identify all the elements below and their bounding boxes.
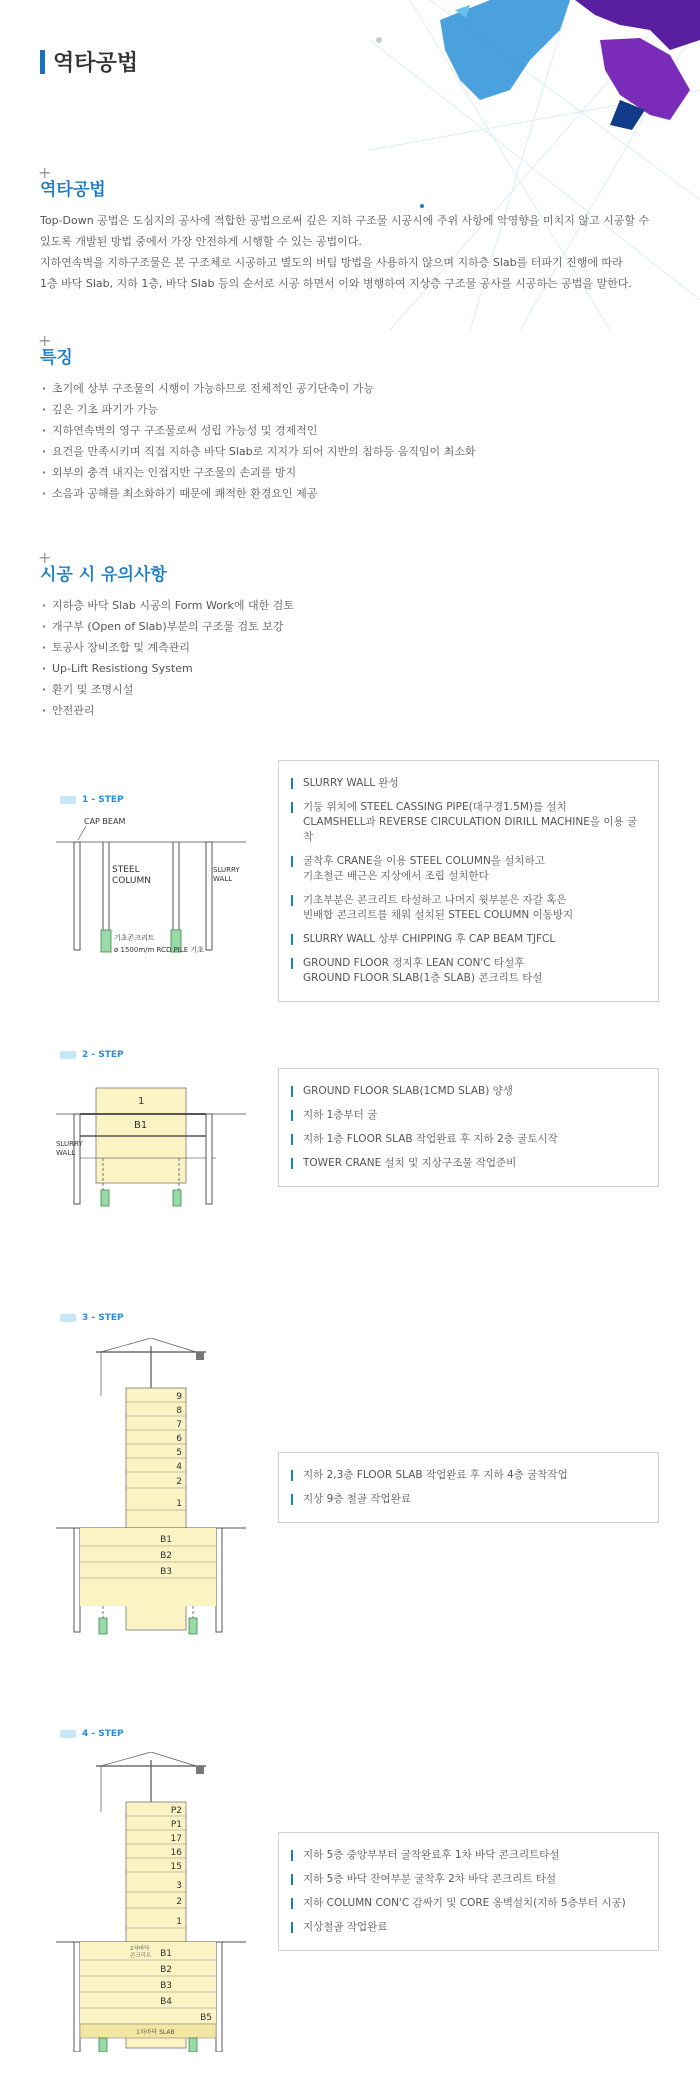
step-item: 기초부분은 콘크리트 타설하고 나머지 윗부분은 자갈 혹은 빈배합 콘크리트를 채워 설치된 STEEL COLUMN 이동방지: [291, 893, 644, 923]
floor-p2-label: P2: [170, 1806, 182, 1816]
steel-column-label: STEEL: [112, 865, 140, 875]
step-1-drawing: [56, 812, 246, 962]
step-tag-icon: [60, 1051, 76, 1059]
step-item: TOWER CRANE 설치 및 지상구조물 작업준비: [291, 1156, 644, 1171]
step-tag-icon: [60, 1730, 76, 1738]
step-item: SLURRY WALL 상부 CHIPPING 후 CAP BEAM TJFCL: [291, 932, 644, 947]
page-title-text: 역타공법: [53, 51, 139, 76]
notes-title: 시공 시 유의사항: [40, 565, 167, 585]
step-tag-icon: [60, 796, 76, 804]
step-3-label: [60, 1313, 124, 1323]
floor-p1-label: P1: [170, 1820, 182, 1830]
floor-9-label: 9: [176, 1392, 182, 1402]
slurry-wall-label: SLURRY: [213, 866, 240, 874]
floor-b4-label: B4: [160, 1997, 172, 2007]
list-item: · 지하층 바닥 Slab 시공의 Form Work에 대한 검토: [40, 595, 680, 616]
intro-paragraph: 지하연속벽을 지하구조물은 본 구조체로 시공하고 별도의 버팀 방법을 사용하지 않으며 지하층 Slab를 터파기 진행에 따라: [40, 256, 623, 269]
step-2-description: [278, 1068, 659, 1187]
step-3-drawing: [56, 1338, 246, 1638]
step-item: 지상철골 작업완료: [291, 1920, 644, 1935]
floor-1-label: 1: [138, 1096, 145, 1107]
floor-2-label: 2: [176, 1897, 182, 1907]
step-item: 굴착후 CRANE을 이용 STEEL COLUMN을 설치하고 기초철근 배근은 지상에서 조립 설치한다: [291, 854, 644, 884]
step-4-label: [60, 1729, 124, 1739]
step-1-description: [278, 760, 659, 1002]
features-section: [38, 331, 680, 504]
plus-icon: +: [38, 331, 52, 350]
step-item: 지하 5층 바닥 잔여부분 굴착후 2차 바닥 콘크리트 타설: [291, 1872, 644, 1887]
slurry-wall-label: SLURRY: [56, 1140, 83, 1148]
footing-label: 기초콘크리트: [114, 934, 155, 942]
pour-2-label-2: 콘크리트: [130, 1953, 152, 1959]
intro-title: 역타공법: [40, 180, 106, 200]
floor-3-label: 3: [176, 1881, 182, 1891]
floor-2-label: 2: [176, 1477, 182, 1487]
page-title: [40, 46, 138, 77]
steel-column-label-2: COLUMN: [112, 876, 152, 886]
step-2-label: [60, 1050, 124, 1060]
step-item: 지상 9층 철골 작업완료: [291, 1492, 644, 1507]
cap-beam-label: CAP BEAM: [84, 817, 126, 826]
plus-icon: +: [38, 163, 52, 182]
intro-paragraph: Top-Down 공법은 도심지의 공사에 적합한 공법으로써 깊은 지하 구조물 시공시에 주위 사항에 악영향을 미치지 않고 시공할 수: [40, 214, 650, 227]
floor-8-label: 8: [176, 1406, 182, 1416]
list-item: · 소음과 공해를 최소화하기 때문에 쾌적한 환경요인 제공: [40, 483, 680, 504]
notes-list: [40, 595, 680, 721]
floor-5-label: 5: [176, 1448, 182, 1458]
floor-b3-label: B3: [160, 1567, 172, 1577]
pile-label: ø 1500m/m RCD PILE 기초: [114, 946, 204, 954]
list-item: · 환기 및 조명시설: [40, 679, 680, 700]
intro-paragraph: 있도록 개발된 방법 중에서 가장 안전하게 시행할 수 있는 공법이다.: [40, 235, 362, 248]
step-item: GROUND FLOOR SLAB(1CMD SLAB) 양생: [291, 1084, 644, 1099]
floor-1-label: 1: [176, 1917, 182, 1927]
step-item: GROUND FLOOR 정지후 LEAN CON'C 타설후 GROUND FLOOR SLAB(1층 SLAB) 콘크리트 타설: [291, 956, 644, 986]
step-3-description: [278, 1452, 659, 1523]
slurry-wall-label-2: WALL: [213, 875, 233, 883]
floor-b5-label: B5: [200, 2013, 212, 2023]
step-4-description: [278, 1832, 659, 1951]
step-item: SLURRY WALL 완성: [291, 776, 644, 791]
step-item: 지하 COLUMN CON'C 감싸기 및 CORE 옹벽설치(지하 5층부터 시공): [291, 1896, 644, 1911]
plus-icon: +: [38, 548, 52, 567]
step-1-label: [60, 795, 124, 805]
floor-1-label: 1: [176, 1499, 182, 1509]
step-tag-icon: [60, 1314, 76, 1322]
floor-b1-label: B1: [134, 1120, 148, 1131]
step-item: 지하 1층부터 굴: [291, 1108, 644, 1123]
list-item: · 지하연속벽의 영구 구조물로써 성립 가능성 및 경제적인: [40, 420, 680, 441]
slurry-wall-label-2: WALL: [56, 1149, 76, 1157]
pour-2-label: 2차바닥: [130, 1946, 150, 1952]
notes-section: [38, 548, 680, 721]
step-label-text: 1 - STEP: [82, 795, 124, 805]
list-item: · 토공사 장비조합 및 계측관리: [40, 637, 680, 658]
floor-6-label: 6: [176, 1434, 182, 1444]
slab-1-label: 1차바닥 SLAB: [136, 2029, 175, 2036]
list-item: · 요건을 만족시키며 직접 지하층 바닥 Slab로 지지가 되어 지반의 침하등 움직임이 최소화: [40, 441, 680, 462]
step-item: 지하 5층 중앙부부터 굴착완료후 1차 바닥 콘크리트타설: [291, 1848, 644, 1863]
intro-body: [40, 210, 680, 294]
title-bar-accent: [40, 50, 45, 74]
step-item: 지하 2,3층 FLOOR SLAB 작업완료 후 지하 4층 굴착작업: [291, 1468, 644, 1483]
intro-section: [38, 163, 680, 294]
step-4-drawing: [56, 1752, 246, 2052]
floor-17-label: 17: [170, 1834, 182, 1844]
step-2-drawing: [56, 1068, 246, 1208]
intro-paragraph: 1층 바닥 Slab, 지하 1층, 바닥 Slab 등의 순서로 시공 하면서 이와 병행하여 지상층 구조물 공사를 시공하는 공법을 말한다.: [40, 277, 632, 290]
list-item: · 개구부 (Open of Slab)부분의 구조물 검토 보강: [40, 616, 680, 637]
list-item: · 외부의 충격 내지는 인접지반 구조물의 손괴를 방지: [40, 462, 680, 483]
floor-16-label: 16: [170, 1848, 182, 1858]
step-label-text: 3 - STEP: [82, 1313, 124, 1323]
step-label-text: 2 - STEP: [82, 1050, 124, 1060]
floor-b1-label: B1: [160, 1949, 172, 1959]
features-list: [40, 378, 680, 504]
step-item: 지하 1층 FLOOR SLAB 작업완료 후 지하 2층 굴토시작: [291, 1132, 644, 1147]
floor-b2-label: B2: [160, 1551, 172, 1561]
list-item: · 안전관리: [40, 700, 680, 721]
floor-15-label: 15: [170, 1862, 182, 1872]
floor-7-label: 7: [176, 1420, 182, 1430]
step-label-text: 4 - STEP: [82, 1729, 124, 1739]
list-item: · 깊은 기초 파기가 가능: [40, 399, 680, 420]
floor-b1-label: B1: [160, 1535, 172, 1545]
floor-b2-label: B2: [160, 1965, 172, 1975]
floor-4-label: 4: [176, 1462, 182, 1472]
features-title: 특징: [40, 348, 73, 368]
floor-b3-label: B3: [160, 1981, 172, 1991]
step-item: 기둥 위치에 STEEL CASSING PIPE(대구경1.5M)를 설치 CLAMSHELL과 REVERSE CIRCULATION DIRILL MACHINE을 이용 굴착: [291, 800, 644, 845]
list-item: · Up-Lift Resistiong System: [40, 658, 680, 679]
list-item: · 초기에 상부 구조물의 시행이 가능하므로 전체적인 공기단축이 가능: [40, 378, 680, 399]
